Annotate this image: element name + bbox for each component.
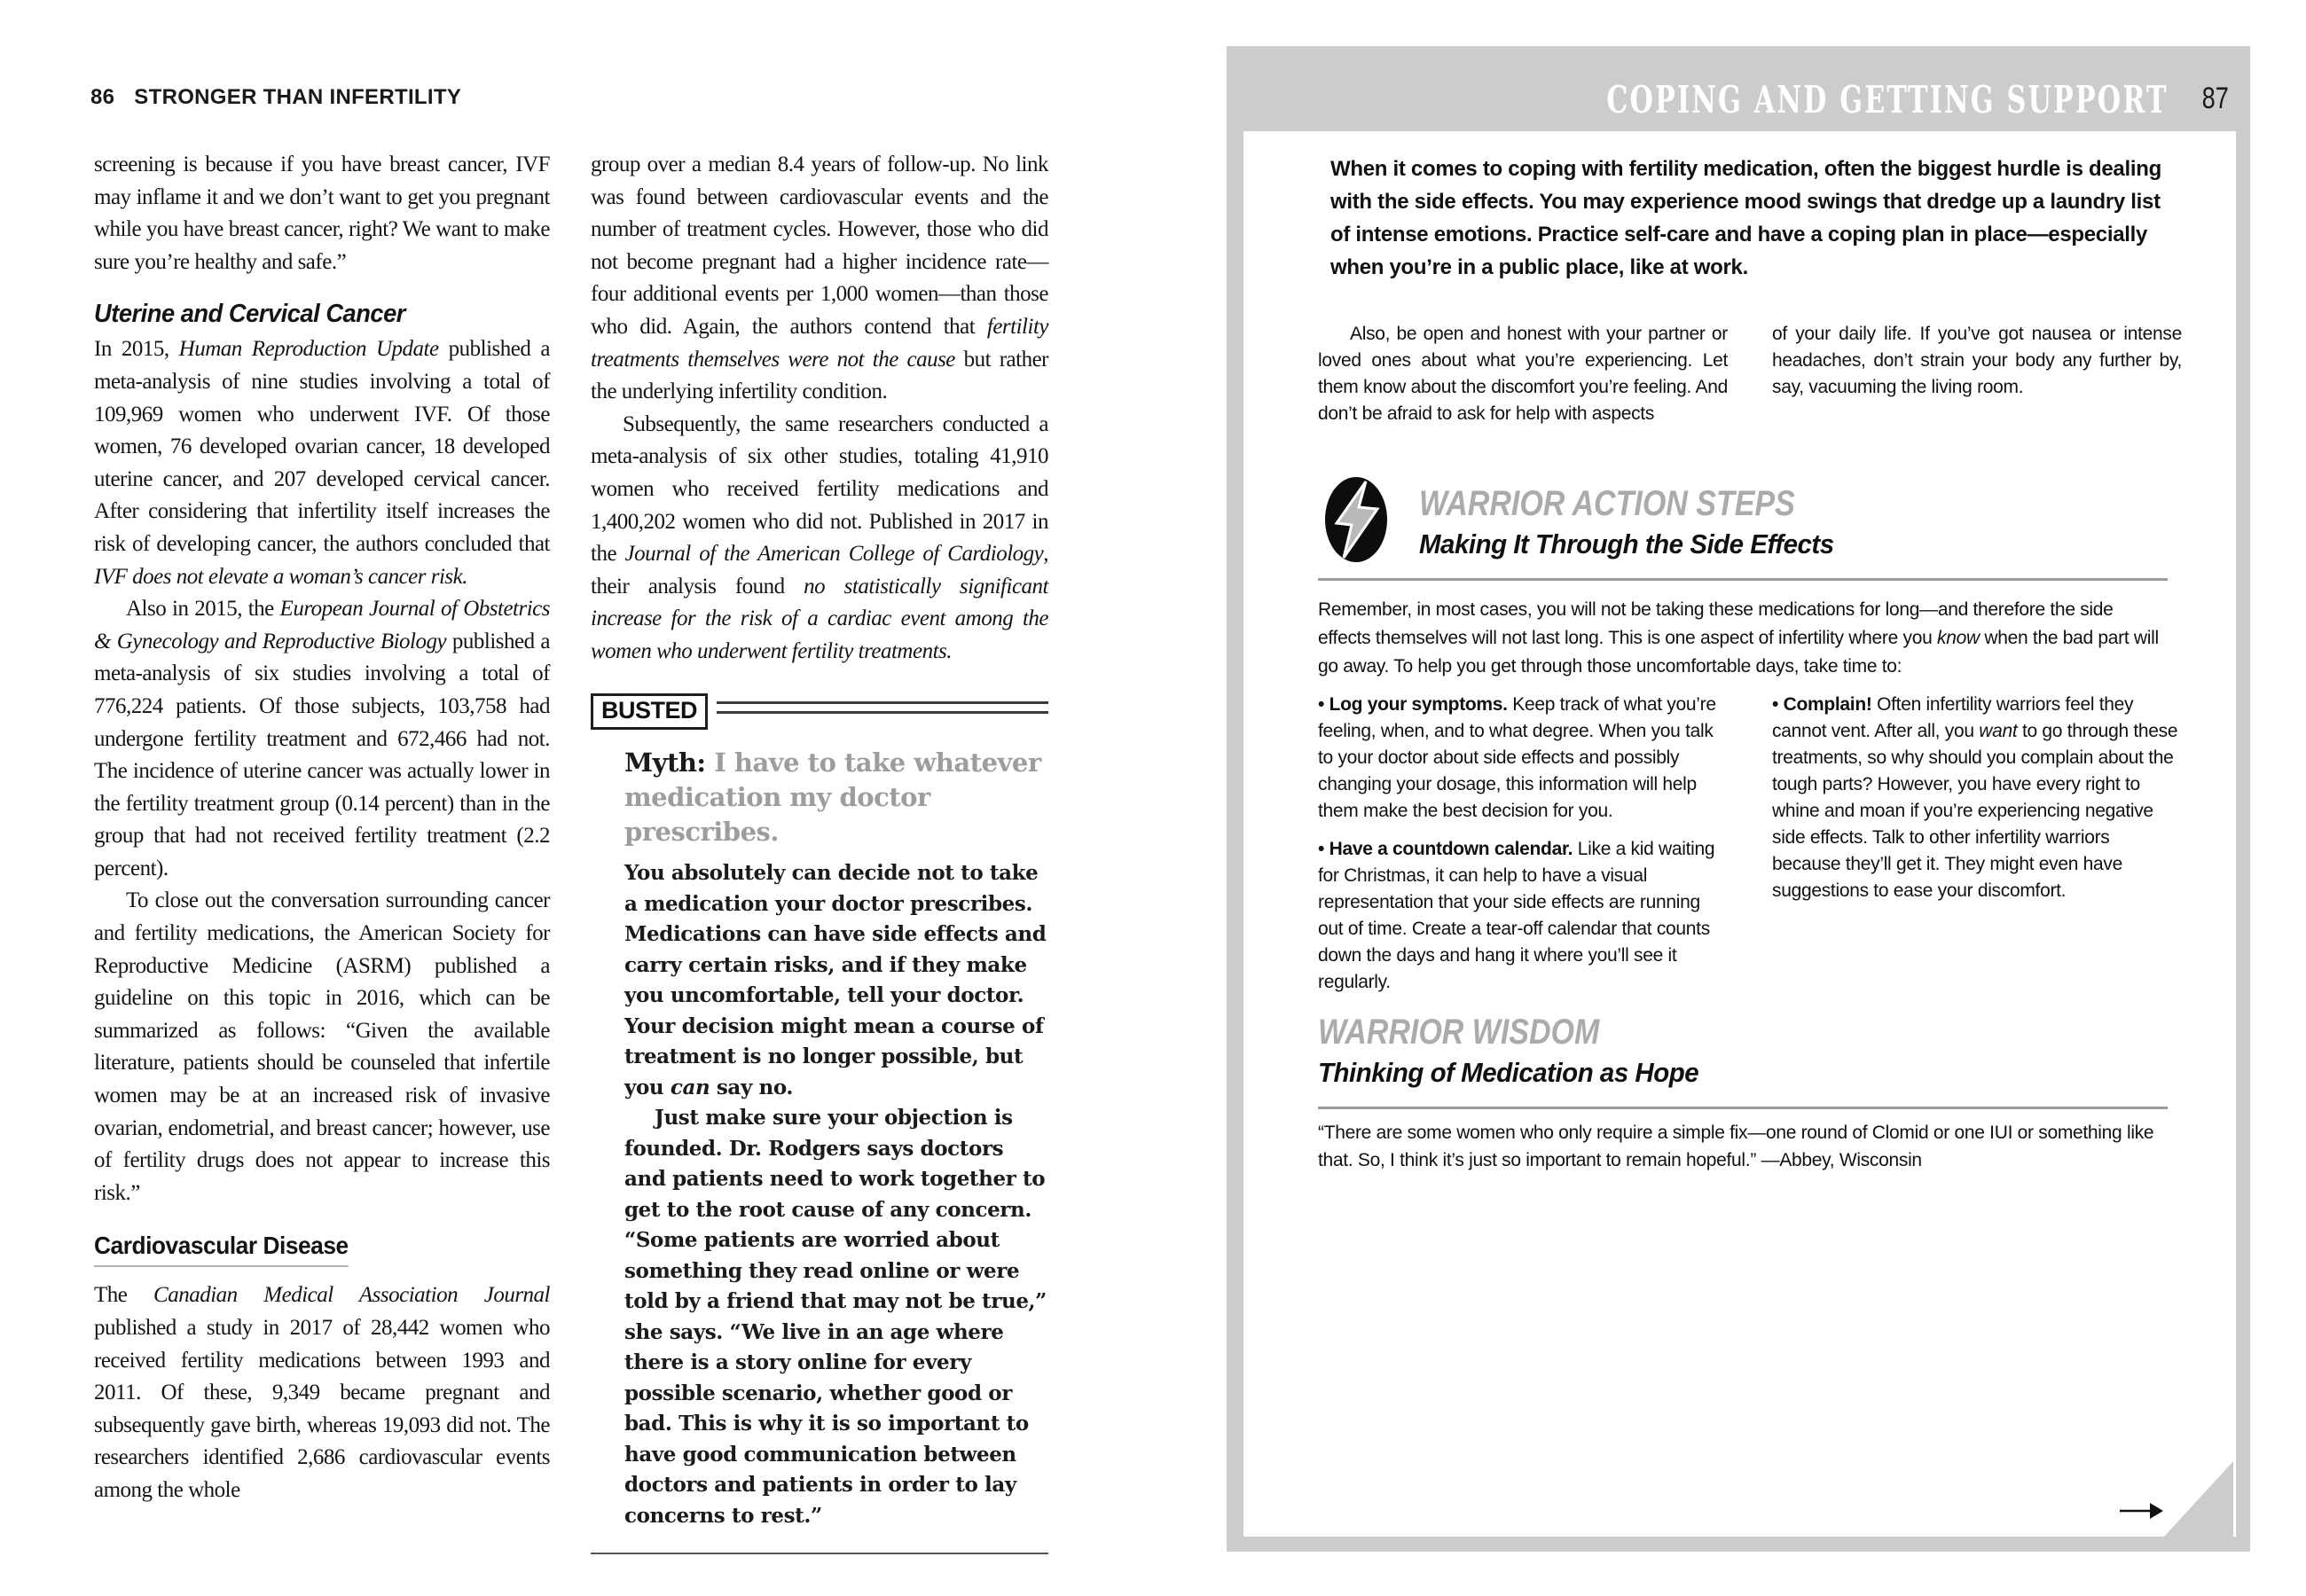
bottom-rule xyxy=(591,1553,1048,1554)
chapter-intro: When it comes to coping with fertility medication, often the biggest hurdle is dealing with the side effects. You may experience mood swings that dredge up a laundry list of intense emotions. Practice self-care and have a coping plan in place—especially when you’re in a public place, like at work. xyxy=(1330,157,2161,279)
left-column-2 xyxy=(591,149,1048,1554)
double-rule xyxy=(717,701,1048,714)
page-turn-arrow-icon xyxy=(2120,1500,2164,1522)
lightning-bolt-icon xyxy=(1325,477,1387,562)
body-column-right xyxy=(1772,321,2182,401)
action-steps-intro: Remember, in most cases, you will not be taking these medications for long—and therefore the side effects themselves will not last long. This is one aspect of infertility where you know when the bad part will go away. To help you get through those uncomfortable days, take time to: xyxy=(1318,599,2159,677)
paragraph: Subsequently, the same researchers conducted a meta-analysis of six other studies, totaling 41,910 women who received fertility medications and 1,400,202 women who did not. Published in 2017 in the Journal of the American College of Cardiology, their analysis found no statistically significant increase for the risk of a cardiac event among the women who underwent fertility treatments. xyxy=(591,411,1049,663)
body-column-left xyxy=(1318,321,1728,427)
bullet-list-right xyxy=(1772,692,2182,916)
myth-body-paragraph: You absolutely can decide not to take a medication your doctor prescribes. Medications can have side effects and carry certain risks, and if they make you uncomfortable, tell your doctor. Your decision might mean a course of treatment is no longer possible, but you can say no. xyxy=(624,861,1047,1099)
busted-stamp: BUSTED xyxy=(591,693,708,731)
myth-body-paragraph: Just make sure your objection is founded. Dr. Rodgers says doctors and patients need to work together to get to the root cause of any concern. “Some patients are worried about something they read online or were told by a friend that may not be true,” she says. “We live in an age where there is a story online for every possible scenario, whether good or bad. This is why it is so important to have good communication between doctors and patients in order to lay concerns to rest.” xyxy=(624,1106,1047,1528)
busted-header-bar xyxy=(591,693,1048,731)
horizontal-rule xyxy=(1318,1107,2168,1109)
content-panel xyxy=(1243,131,2236,1537)
paragraph: In 2015, Human Reproduction Update published a meta-analysis of nine studies involving a total of 109,969 women who underwent IVF. Of those women, 76 developed ovarian cancer, 18 developed uterine cancer, and 207 developed cervical cancer. After considering that infertility itself increases the risk of developing cancer, the authors concluded that IVF does not elevate a woman’s cancer risk. xyxy=(94,337,550,589)
left-running-header xyxy=(90,85,461,110)
folded-corner xyxy=(2164,1461,2233,1537)
myth-heading: Myth: I have to take whatever medication my doctor prescribes. xyxy=(624,747,1041,848)
section-heading-cardiovascular-disease: Cardiovascular Disease xyxy=(94,1232,522,1267)
left-running-title: STRONGER THAN INFERTILITY xyxy=(134,85,462,109)
paragraph: Also, be open and honest with your partner or loved ones about what you’re experiencing. Let them know about the discomfort you’re feeling. And don’t be afraid to ask for help with aspects xyxy=(1318,324,1728,424)
kicker-warrior-wisdom: WARRIOR WISDOM xyxy=(1318,1013,1600,1052)
wisdom-quote: “There are some women who only require a simple fix—one round of Clomid or one IUI or something like that. So, I think it’s just so important to remain hopeful.” —Abbey, Wisconsin xyxy=(1318,1123,2154,1170)
page-right xyxy=(1227,46,2250,1552)
section-heading-uterine-cervical-cancer: Uterine and Cervical Cancer xyxy=(94,300,405,329)
kicker-warrior-action-steps: WARRIOR ACTION STEPS xyxy=(1419,484,1795,523)
bullet-item: • Log your symptoms. Keep track of what you’re feeling, when, and to what degree. When you talk to your doctor about side effects and possibly changing your dosage, this information will help them make the best decision for you. xyxy=(1318,694,1716,821)
bullet-item: • Complain! Often infertility warriors feel they cannot vent. After all, you want to go through these treatments, so why should you complain about the tough parts? However, you have every right to whine and moan if you’re experiencing negative side effects. Talk to other infertility warriors because they’ll get it. They might even have suggestions to ease your discomfort. xyxy=(1772,694,2178,901)
action-steps-title: Making It Through the Side Effects xyxy=(1419,528,1834,559)
bullet-item: • Have a countdown calendar. Like a kid waiting for Christmas, it can help to have a visual representation that your side effects are running out of time. Create a tear-off calendar that counts down the days and hang it where you’ll see it regularly. xyxy=(1318,839,1715,992)
left-column-1 xyxy=(94,149,550,1507)
paragraph: of your daily life. If you’ve got nausea or intense headaches, don’t strain your body any further by, say, vacuuming the living room. xyxy=(1772,324,2182,397)
wisdom-title: Thinking of Medication as Hope xyxy=(1318,1057,1699,1088)
paragraph: The Canadian Medical Association Journal published a study in 2017 of 28,442 women who received fertility medications between 1993 and 2011. Of these, 9,349 became pregnant and subsequently gave birth, whereas 19,093 did not. The researchers identified 2,686 cardiovascular events among the whole xyxy=(94,1283,550,1502)
horizontal-rule xyxy=(1318,578,2168,581)
bullet-list-left xyxy=(1318,692,1728,1007)
right-page-number: 87 xyxy=(2201,82,2229,115)
paragraph: To close out the conversation surrounding cancer and fertility medications, the American Society for Reproductive Medicine (ASRM) published a guideline on this topic in 2016, which can be summarized as follows: “Given the available literature, patients should be counseled that infertile women may be at an increased risk of invasive ovarian, endometrial, and breast cancer; however, use of fertility drugs does not appear to increase this risk.” xyxy=(94,888,550,1205)
paragraph: screening is because if you have breast cancer, IVF may inflame it and we don’t want to get you pregnant while you have breast cancer, right? We want to make sure you’re healthy and safe.” xyxy=(94,153,550,274)
right-running-title: COPING AND GETTING SUPPORT xyxy=(1606,78,2169,121)
paragraph: group over a median 8.4 years of follow-up. No link was found between cardiovascular events and the number of treatment cycles. However, those who did not become pregnant had a higher incidence rate—four additional events per 1,000 women—than those who did. Again, the authors contend that fertility treatments themselves were not the cause but rather the underlying infertility condition. xyxy=(591,153,1049,404)
paragraph: Also in 2015, the European Journal of Obstetrics & Gynecology and Reproductive Biology published a meta-analysis of six studies involving a total of 776,224 patients. Of those subjects, 103,758 had undergone fertility treatment and 672,466 had not. The incidence of uterine cancer was actually lower in the fertility treatment group (0.14 percent) than in the group that had not received fertility treatment (2.2 percent). xyxy=(94,597,551,880)
left-page-number: 86 xyxy=(90,85,115,109)
